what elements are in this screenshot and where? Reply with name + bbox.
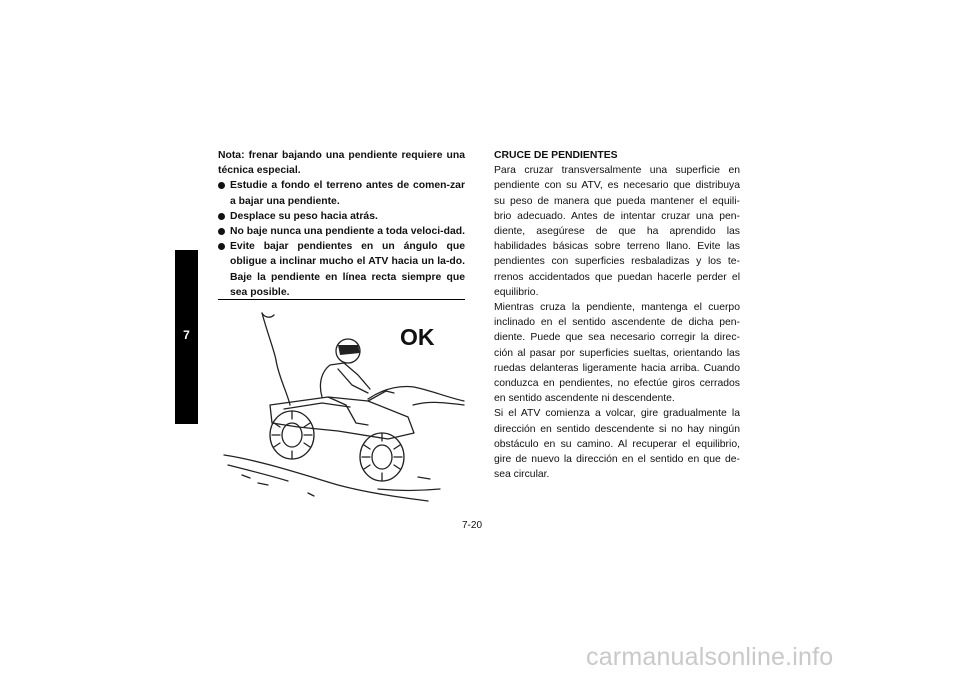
warning-bullet [218, 178, 465, 208]
warning-bullet [218, 209, 465, 224]
body-paragraph: Mientras cruza la pendiente, mantenga el cuerpo inclinado en el sentido ascendente de dicha pen-diente. Puede que sea necesario corregir la direc-ción al pasar por superficies sueltas, orientando las ruedas delanteras ligeramente hacia arriba. Cuando conduzca en pendientes, no efectúe giros cerrados en sentido ascendente ni descendente. [494, 302, 740, 405]
body-paragraph: Si el ATV comienza a volcar, gire gradualmente la dirección en sentido descendente si no hay ningún obstáculo en su camino. Al recuperar el equilibrio, gire de nuevo la dirección en el sentido en que de-sea circular. [494, 408, 740, 481]
warning-bullet [218, 239, 465, 300]
chapter-tab-label: 7 [183, 328, 190, 342]
bullet-dot-icon [218, 243, 225, 250]
warning-bullet-text: No baje nunca una pendiente a toda veloci-dad. [230, 226, 465, 238]
bullet-dot-icon [218, 228, 225, 235]
warning-bullet-text: Evite bajar pendientes en un ángulo que obligue a inclinar mucho el ATV hacia un la-do. Baje la pendiente en línea recta siempre que sea posible. [230, 241, 465, 298]
rider-helmet [336, 339, 360, 363]
front-wheel-hub [372, 445, 392, 469]
atv-downhill-illustration [218, 305, 466, 505]
warning-column [218, 148, 465, 300]
warning-bullet-text: Desplace su peso hacia atrás. [230, 210, 378, 222]
hill-line [413, 402, 464, 405]
front-wheel-tread [362, 433, 402, 481]
cross-slope-column [494, 148, 740, 482]
bullet-dot-icon [218, 182, 225, 189]
rear-wheel-tread [272, 411, 312, 459]
atv-rack [284, 403, 350, 409]
ground-stroke [242, 475, 430, 496]
rider-torso [320, 363, 370, 397]
watermark: carmanualsonline.info [586, 643, 834, 671]
warning-bullet-text: Estudie a fondo el terreno antes de comen-zar a bajar una pendiente. [230, 180, 465, 207]
warning-note: Nota: frenar bajando una pendiente requiere una técnica especial. [218, 150, 465, 177]
flag-pole [262, 313, 290, 405]
flag [262, 313, 274, 317]
hill-line [368, 387, 464, 402]
section-divider [218, 299, 465, 300]
warning-bullet [218, 224, 465, 239]
rider-leg [328, 397, 368, 425]
page-number: 7-20 [462, 520, 483, 531]
bullet-dot-icon [218, 213, 225, 220]
ok-label: OK [400, 324, 435, 350]
body-paragraph: Para cruzar transversalmente una superficie en pendiente con su ATV, es necesario que distribuya su peso de manera que pueda mantener el equili-brio adecuado. Antes de intentar cruzar una pen-diente, asegúrese de que ha aprendido las habilidades básicas sobre terreno llano. Evite las pendientes con superficies resbaladizas y los te-rrenos accidentados que puedan hacerle perder el equilibrio. [494, 165, 740, 298]
chapter-tab [175, 250, 198, 424]
slope-line [224, 455, 428, 501]
section-heading: CRUCE DE PENDIENTES [494, 150, 618, 161]
ground-stroke [378, 489, 440, 491]
